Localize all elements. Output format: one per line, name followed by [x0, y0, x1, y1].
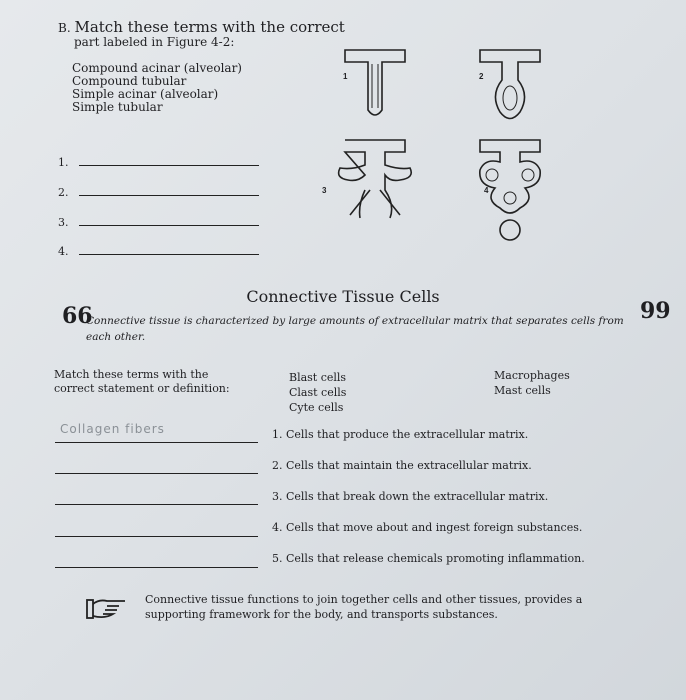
note-text: Connective tissue functions to join together cells and other tissues, provides a supporting framework for the body, and transports substances.	[145, 593, 583, 621]
instruction-line-2: part labeled in Figure 4-2:	[74, 35, 235, 49]
term: Macrophages	[494, 369, 570, 382]
term: Simple tubular	[72, 100, 163, 114]
statement-1: 1. Cells that produce the extracellular matrix.	[272, 428, 529, 441]
match-line-2: correct statement or definition:	[54, 382, 230, 395]
instruction-line-1: Match these terms with the correct	[74, 18, 345, 36]
definition-quote: Connective tissue is characterized by large amounts of extracellular matrix that separates cells from each other.	[86, 315, 624, 343]
compound-acinar-gland-drawing	[480, 140, 540, 240]
section-b-instruction	[58, 20, 345, 49]
answer-line-2[interactable]	[55, 472, 258, 474]
handwritten-answer: Collagen fibers	[60, 422, 165, 436]
answer-blank-2[interactable]: 2.	[58, 185, 259, 199]
pointing-hand-icon	[85, 596, 130, 622]
answer-line-5[interactable]	[55, 566, 258, 568]
figure-label-4: 4	[484, 186, 489, 195]
cell-terms-column-1	[289, 370, 346, 415]
term: Mast cells	[494, 384, 551, 397]
close-quote-mark: 99	[640, 298, 671, 324]
figure-label-1: 1	[343, 72, 348, 81]
answer-line-3[interactable]	[55, 503, 258, 505]
figure-label-2: 2	[479, 72, 484, 81]
statement-3: 3. Cells that break down the extracellular matrix.	[272, 490, 549, 503]
match-instruction	[54, 368, 230, 396]
answer-blank-4[interactable]: 4.	[58, 244, 259, 258]
answer-line-1[interactable]	[55, 441, 258, 443]
section-letter: B.	[58, 21, 71, 35]
term: Blast cells	[289, 371, 347, 384]
simple-tubular-gland-drawing	[345, 50, 405, 115]
answer-blank-3[interactable]: 3.	[58, 215, 259, 229]
answer-line-4[interactable]	[55, 535, 258, 537]
figure-label-3: 3	[322, 186, 327, 195]
term: Cyte cells	[289, 401, 344, 414]
statement-5: 5. Cells that release chemicals promoting inflammation.	[272, 552, 585, 565]
simple-acinar-gland-drawing	[480, 50, 540, 119]
term: Compound tubular	[72, 74, 187, 88]
term: Simple acinar (alveolar)	[72, 87, 219, 101]
open-quote-mark: 66	[62, 303, 93, 329]
statement-2: 2. Cells that maintain the extracellular matrix.	[272, 459, 532, 472]
term: Clast cells	[289, 386, 347, 399]
cell-terms-column-2	[494, 368, 570, 398]
answer-blank-1[interactable]: 1.	[58, 155, 259, 169]
statement-4: 4. Cells that move about and ingest foreign substances.	[272, 521, 583, 534]
gland-figure	[330, 40, 610, 250]
match-line-1: Match these terms with the	[54, 368, 209, 381]
term: Compound acinar (alveolar)	[72, 61, 242, 75]
section-title: Connective Tissue Cells	[246, 287, 440, 306]
compound-tubular-gland-drawing	[339, 140, 412, 218]
gland-terms-list	[72, 62, 242, 114]
